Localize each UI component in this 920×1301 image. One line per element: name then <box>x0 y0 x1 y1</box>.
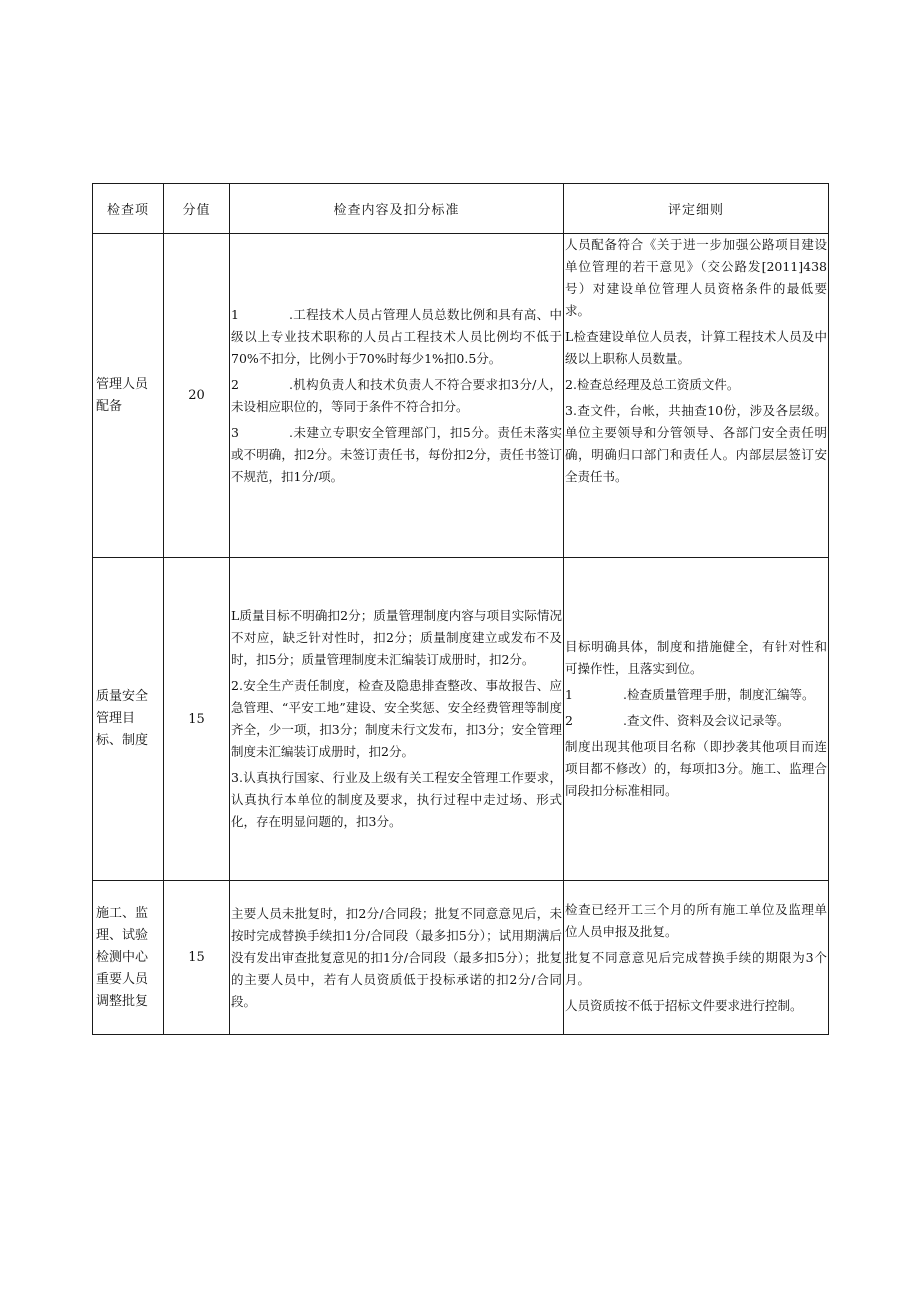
table-row <box>93 558 829 881</box>
header-content: 检查内容及扣分标准 <box>230 184 564 234</box>
content-text: .工程技术人员占管理人员总数比例和具有高、中级以上专业技术职称的人员占工程技术人员比例均不低于70%不扣分，比例小于70%时每少1%扣0.5分。 <box>231 306 562 366</box>
table-row <box>93 881 829 1035</box>
item-name: 质量安全管理目标、制度 <box>93 558 164 881</box>
content-paragraph: 3.认真执行国家、行业及上级有关工程安全管理工作要求，认真执行本单位的制度及要求，执行过程中走过场、形式化，存在明显问题的，扣3分。 <box>231 770 562 829</box>
rule-cell <box>564 234 829 558</box>
header-item: 检查项 <box>93 184 164 234</box>
rule-paragraph: 目标明确具体，制度和措施健全，有针对性和可操作性，且落实到位。 <box>565 639 827 676</box>
rule-number: 1 <box>565 687 573 702</box>
header-score: 分值 <box>164 184 230 234</box>
table-row <box>93 234 829 558</box>
content-text: .机构负责人和技术负责人不符合要求扣3分/人，未设相应职位的，等同于条件不符合扣分。 <box>231 376 562 414</box>
rule-number: 2 <box>565 713 573 728</box>
rule-paragraph: 3.查文件，台帐，共抽查10份，涉及各层级。单位主要领导和分管领导、各部门安全责任明确，明确归口部门和责任人。内部层层签订安全责任书。 <box>565 403 827 484</box>
rule-paragraph: 批复不同意意见后完成替换手续的期限为3个月。 <box>565 949 827 987</box>
inspection-table <box>92 183 829 1035</box>
score-value: 15 <box>164 881 230 1035</box>
score-value: 15 <box>164 558 230 881</box>
content-paragraph: 2.安全生产责任制度，检查及隐患排查整改、事故报告、应急管理、“平安工地”建设、安全奖惩、安全经费管理等制度齐全，少一项，扣3分；制度未行文发布，扣3分；安全管理制度未汇编装订成册时，扣2分。 <box>231 678 562 759</box>
rule-paragraph: 人员配备符合《关于进一步加强公路项目建设单位管理的若干意见》（交公路发[2011]438号）对建设单位管理人员资格条件的最低要求。 <box>565 237 827 318</box>
content-paragraph <box>231 304 562 370</box>
rule-paragraph: L检查建设单位人员表，计算工程技术人员及中级以上职称人员数量。 <box>565 329 827 366</box>
content-number: 1 <box>231 306 239 322</box>
content-cell <box>230 558 564 881</box>
score-value: 20 <box>164 234 230 558</box>
content-cell <box>230 234 564 558</box>
rule-paragraph <box>565 710 827 732</box>
rule-paragraph <box>565 684 827 706</box>
content-paragraph: L质量目标不明确扣2分；质量管理制度内容与项目实际情况不对应，缺乏针对性时，扣2分；质量制度建立或发布不及时，扣5分；质量管理制度未汇编装订成册时，扣2分。 <box>231 608 562 667</box>
rule-text: .查文件、资料及会议记录等。 <box>623 713 790 728</box>
content-text: .未建立专职安全管理部门，扣5分。责任未落实或不明确，扣2分。未签订责任书，每份扣2分，责任书签订不规范，扣1分/项。 <box>231 424 562 484</box>
header-rule: 评定细则 <box>564 184 829 234</box>
content-number: 2 <box>231 376 239 392</box>
content-cell <box>230 881 564 1035</box>
rule-paragraph: 检查已经开工三个月的所有施工单位及监理单位人员申报及批复。 <box>565 901 827 939</box>
rule-paragraph: 2.检查总经理及总工资质文件。 <box>565 377 740 392</box>
rule-paragraph: 制度出现其他项目名称（即抄袭其他项目而连项目都不修改）的，每项扣3分。施工、监理合同段扣分标准相同。 <box>565 739 827 798</box>
rule-paragraph: 人员资质按不低于招标文件要求进行控制。 <box>565 997 803 1013</box>
item-name: 管理人员配备 <box>93 234 164 558</box>
rule-cell <box>564 881 829 1035</box>
rule-cell <box>564 558 829 881</box>
content-paragraph <box>231 422 562 488</box>
content-paragraph: 主要人员未批复时，扣2分/合同段；批复不同意意见后，未按时完成替换手续扣1分/合同段（最多扣5分）；试用期满后没有发出审查批复意见的扣1分/合同段（最多扣5分）；批复的主要人员中，若有人员资质低于投标承诺的扣2分/合同段。 <box>231 905 562 1009</box>
content-paragraph <box>231 374 562 418</box>
rule-text: .检查质量管理手册，制度汇编等。 <box>623 687 815 702</box>
table-header-row <box>93 184 829 234</box>
item-name: 施工、监理、试验检测中心重要人员调整批复 <box>93 881 164 1035</box>
content-number: 3 <box>231 424 239 440</box>
